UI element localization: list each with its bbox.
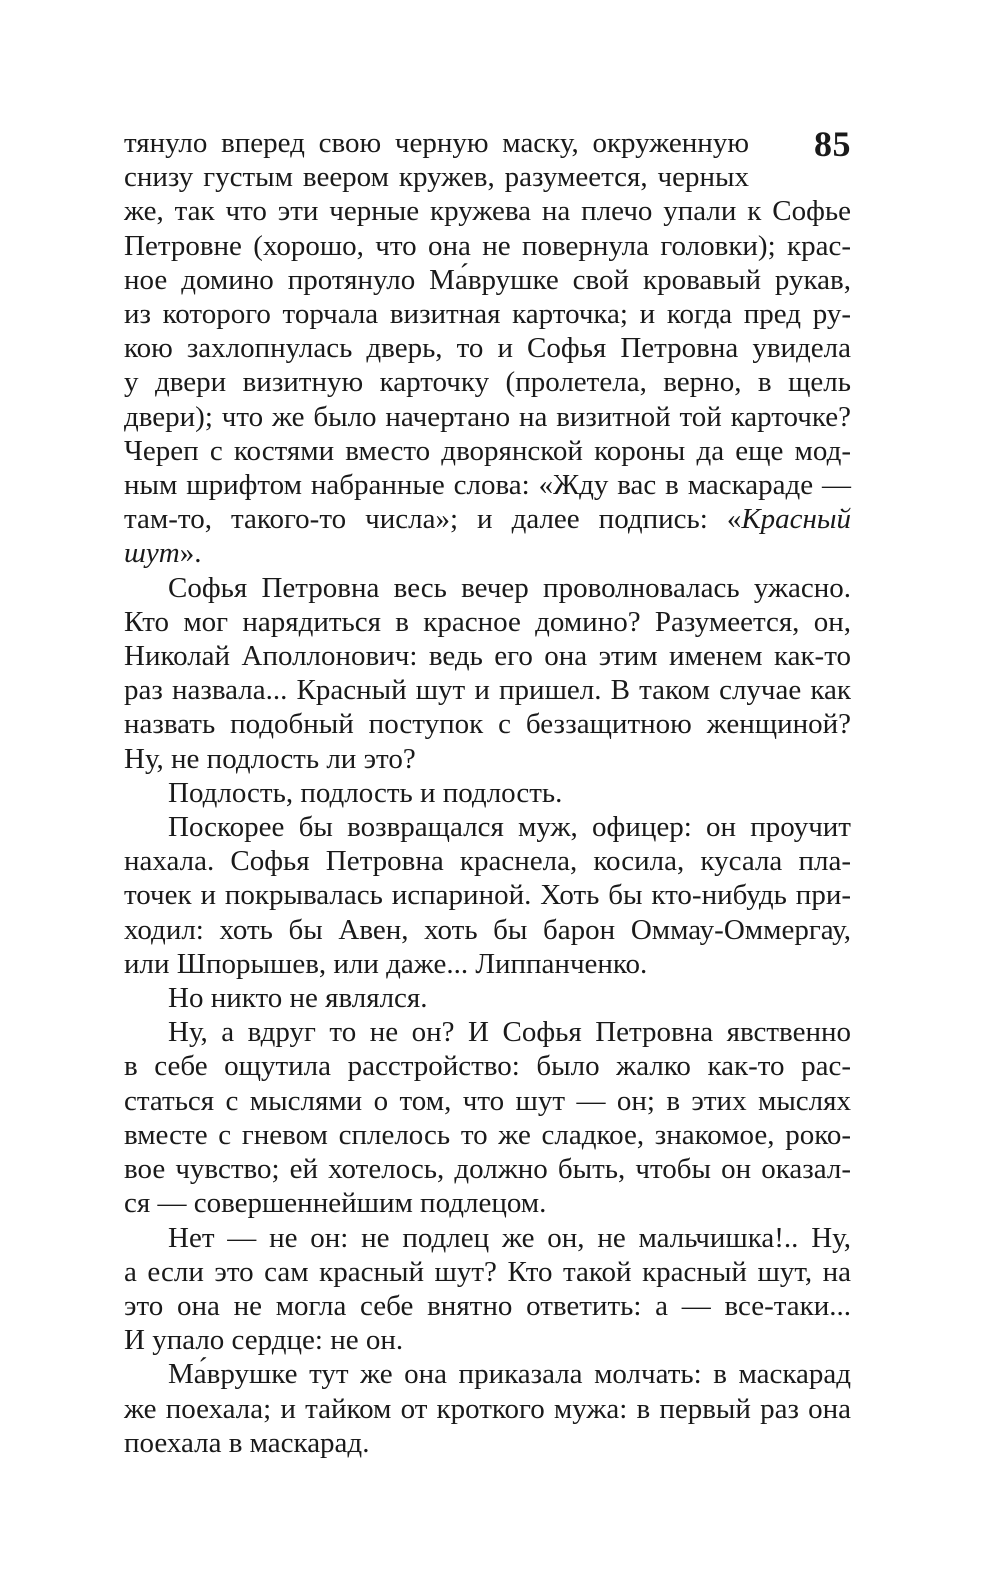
page-number: 85 — [814, 124, 851, 164]
paragraph-3 — [124, 776, 851, 810]
text-line: ным шрифтом набранные слова: «Жду вас в маскараде — — [124, 469, 851, 502]
text-line: назвать подобный поступок с беззащитною женщиной? — [124, 708, 851, 741]
text-line: кою захлопнулась дверь, то и Софья Петровна увидела — [124, 332, 851, 365]
text-line: Поскорее бы возвращался муж, офицер: он проучит — [168, 811, 851, 844]
text-line: снизу густым веером кружев, разумеется, черных — [124, 161, 749, 194]
text-line: вместе с гневом сплелось то же сладкое, знакомое, роко- — [124, 1118, 851, 1151]
page-body — [124, 126, 851, 1460]
text-line: а если это сам красный шут? Кто такой красный шут, на — [124, 1255, 851, 1288]
text-line: раз назвала... Красный шут и пришел. В таком случае как — [124, 674, 851, 707]
text-line: или Шпорышев, или даже... Липпанченко. — [124, 947, 648, 980]
text-line: статься с мыслями о том, что шут — он; в этих мыслях — [124, 1084, 851, 1117]
text-line-signature — [124, 502, 851, 536]
text-line: поехала в маскарад. — [124, 1426, 370, 1459]
text-line-signature-end — [124, 536, 851, 570]
text-line: Ма́врушке тут же она приказала молчать: в маскарад — [168, 1358, 851, 1391]
text-line: Подлость, подлость и подлость. — [168, 776, 563, 809]
paragraph-4 — [124, 810, 851, 981]
paragraph-2 — [124, 571, 851, 776]
text-line: Ну, не подлость ли это? — [124, 742, 416, 775]
paragraph-5 — [124, 981, 851, 1015]
text-line: тянуло вперед свою черную маску, окруженную — [124, 127, 749, 159]
text-line: ходил: хоть бы Авен, хоть бы барон Оммау-Оммергау, — [124, 913, 851, 946]
text-line: Ну, а вдруг то не он? И Софья Петровна явственно — [168, 1016, 851, 1049]
text-line: это она не могла себе внятно ответить: а — все-таки... — [124, 1289, 851, 1322]
text-line: Но никто не являлся. — [168, 982, 428, 1015]
signature-italic: шут — [124, 537, 180, 570]
text-line: из которого торчала визитная карточка; и когда пред ру- — [124, 298, 851, 331]
text-line: Нет — не он: не подлец же он, не мальчишка!.. Ну, — [168, 1221, 851, 1254]
text-line: Петровне (хорошо, что она не повернула головки); крас- — [124, 229, 851, 262]
paragraph-7 — [124, 1221, 851, 1358]
text-line: Кто мог нарядиться в красное домино? Разумеется, он, — [124, 605, 851, 638]
text-line: ся — совершеннейшим подлецом. — [124, 1187, 547, 1220]
signature-italic: Красный — [741, 503, 851, 536]
text-line: Череп с костями вместо дворянской короны да еще мод- — [124, 434, 851, 467]
paragraph-6 — [124, 1015, 851, 1220]
text-line: Николай Аполлонович: ведь его она этим именем как-то — [124, 640, 851, 673]
text-line: же, так что эти черные кружева на плечо упали к Софье — [124, 195, 851, 228]
text-line: нахала. Софья Петровна краснела, косила, кусала пла- — [124, 845, 851, 878]
text-line: ное домино протянуло Ма́врушке свой кровавый рукав, — [124, 263, 851, 296]
text-line: в себе ощутила расстройство: было жалко как-то рас- — [124, 1050, 851, 1083]
text-fragment: там-то, такого-то числа»; и далее подпись: « — [124, 503, 742, 536]
text-line: у двери визитную карточку (пролетела, верно, в щель — [124, 366, 851, 399]
text-line: же поехала; и тайком от кроткого мужа: в первый раз она — [124, 1392, 851, 1425]
text-line: вое чувство; ей хотелось, должно быть, чтобы он оказал- — [124, 1153, 851, 1186]
text-line: Софья Петровна весь вечер проволновалась ужасно. — [168, 571, 851, 604]
text-fragment: ». — [179, 537, 202, 570]
paragraph-8 — [124, 1357, 851, 1460]
text-line: И упало сердце: не он. — [124, 1324, 404, 1357]
text-line: точек и покрывалась испариной. Хоть бы кто-нибудь при- — [124, 879, 851, 912]
paragraph-1 — [124, 126, 851, 571]
text-line: двери); что же было начертано на визитной той карточке? — [124, 400, 851, 433]
